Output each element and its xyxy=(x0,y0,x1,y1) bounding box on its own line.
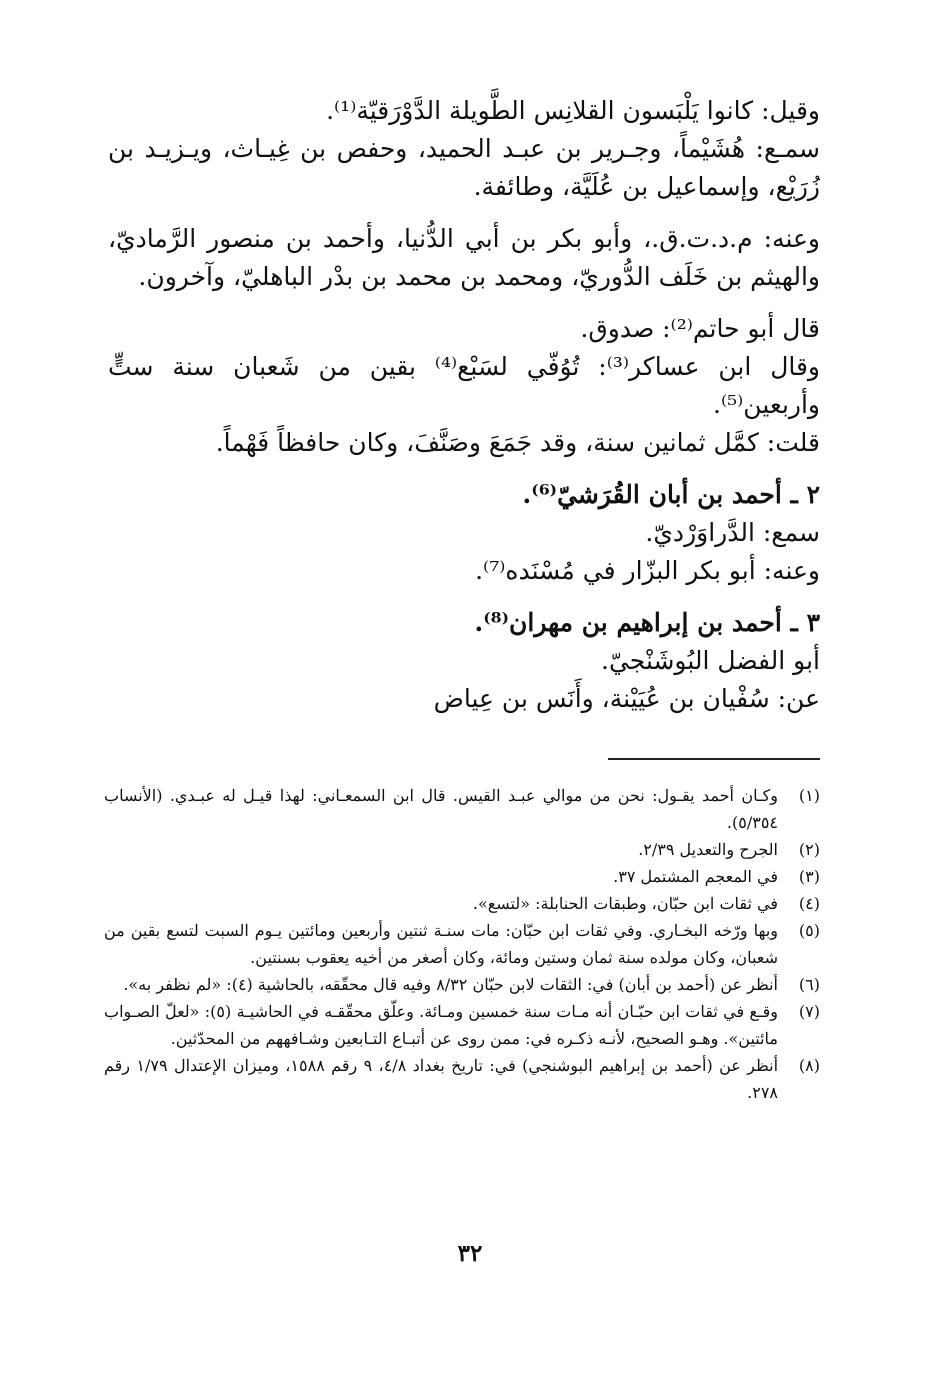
footnote-number: (٧) xyxy=(798,1002,820,1021)
footnote-text: في المعجم المشتمل ٣٧. xyxy=(613,867,778,886)
footnote xyxy=(104,917,820,971)
footnote xyxy=(104,998,820,1052)
footnote xyxy=(104,863,820,890)
entry-3-heading: ٣ ـ أحمد بن إبراهيم بن مهران⁽⁸⁾. xyxy=(474,608,820,637)
footnote xyxy=(104,971,820,998)
footnote-text: أنظر عن (أحمد بن أبان) في: الثقات لابن حبّان ٨/٣٢ وفيه قال محقّقه، بالحاشية (٤): «لم نظفر به». xyxy=(123,975,778,994)
entry-2-heading: ٢ ـ أحمد بن أبان القُرَشيّ⁽⁶⁾. xyxy=(522,480,820,509)
paragraph-teachers: سمـع: هُشَيْماً، وجـرير بن عبـد الحميد، وحفص بن غِيـاث، ويـزيـد بن زُرَيْع، وإسماعيل بن عُلَيَّة، وطائفة. xyxy=(108,134,820,201)
paragraph-abu-hatim: قال أبو حاتم⁽²⁾: صدوق. xyxy=(580,314,820,343)
footnote-number: (١) xyxy=(798,786,820,805)
footnote-text: في ثقات ابن حبّان، وطبقات الحنابلة: «لتسع». xyxy=(472,894,778,913)
footnote-number: (٤) xyxy=(798,894,820,913)
entry-2-heard-from: سمع: الدَّراوَرْديّ. xyxy=(645,518,820,547)
footnotes xyxy=(104,782,820,1106)
footnote-text: وقـع في ثقات ابن حبّـان أنه مـات سنة خمسين ومـائة. وعلّق محقّقـه في الحاشيـة (٥): «لعلّ الصـواب مائتين». وهـو الصحيح، لأنـه ذكـره في: ممن روى عن أتبـاع التـابعين وشـافههم من المحدّثين. xyxy=(104,1002,778,1048)
entry-2-narrators: وعنه: أبو بكر البزّار في مُسْنَده⁽⁷⁾. xyxy=(475,556,820,585)
paragraph-ibn-asakir: وقال ابن عساكر⁽³⁾: تُوُفّي لسَبْع⁽⁴⁾ بقين من شَعبان سنة ستٍّ وأربعين⁽⁵⁾. xyxy=(108,352,820,419)
footnote xyxy=(104,836,820,863)
paragraph-author-note: قلت: كمَّل ثمانين سنة، وقد جَمَعَ وصَنَّفَ، وكان حافظاً فَهْماً. xyxy=(215,428,820,457)
footnote-text: أنظر عن (أحمد بن إبراهيم البوشنجي) في: تاريخ بغداد ٤/٨، ٩ رقم ١٥٨٨، وميزان الإعتدال ١/٧٩ رقم ٢٧٨. xyxy=(104,1056,779,1102)
main-text xyxy=(108,92,820,718)
paragraph-qalanis: وقيل: كانوا يَلْبَسون القلانِس الطَّويلة الدَّوْرَقيّة⁽¹⁾. xyxy=(326,96,820,125)
footnote-number: (٣) xyxy=(798,867,820,886)
footnote-number: (٨) xyxy=(798,1056,820,1075)
footnote xyxy=(104,890,820,917)
page-number: ٣٢ xyxy=(457,1240,483,1267)
footnote-number: (٦) xyxy=(798,975,820,994)
footnote xyxy=(104,782,820,836)
footnote xyxy=(104,1052,820,1106)
entry-3-narrated-from: عن: سُفْيان بن عُيَيْنة، وأَنَس بن عِياض xyxy=(433,684,820,713)
footnote-number: (٥) xyxy=(798,921,820,940)
footnote-text: وبها ورّخه البخـاري. وفي ثقات ابن حبّان: مات سنـة ثنتين وأربعين ومائتين يـوم السبت لتسع بقين من شعبان، وكان مولده سنة ثمان وستين ومائة، وكان أصغر من أخيه يعقوب بسنتين. xyxy=(104,921,778,967)
paragraph-students: وعنه: م.د.ت.ق.، وأبو بكر بن أبي الدُّنيا، وأحمد بن منصور الرَّماديّ، والهيثم بن خَلَف الدُّوريّ، ومحمد بن محمد بن بدْر الباهليّ، وآخرون. xyxy=(108,224,820,291)
footnote-text: الجرح والتعديل ٢/٣٩. xyxy=(638,840,778,859)
footnote-separator xyxy=(608,758,820,760)
footnote-number: (٢) xyxy=(798,840,820,859)
entry-3-kunya: أبو الفضل البُوشَنْجيّ. xyxy=(601,646,820,675)
footnote-text: وكـان أحمد يقـول: نحن من موالي عبـد القيس. قال ابن السمعـاني: لهذا قيـل له عبـدي. (الأنساب ٥/٣٥٤). xyxy=(104,786,778,832)
